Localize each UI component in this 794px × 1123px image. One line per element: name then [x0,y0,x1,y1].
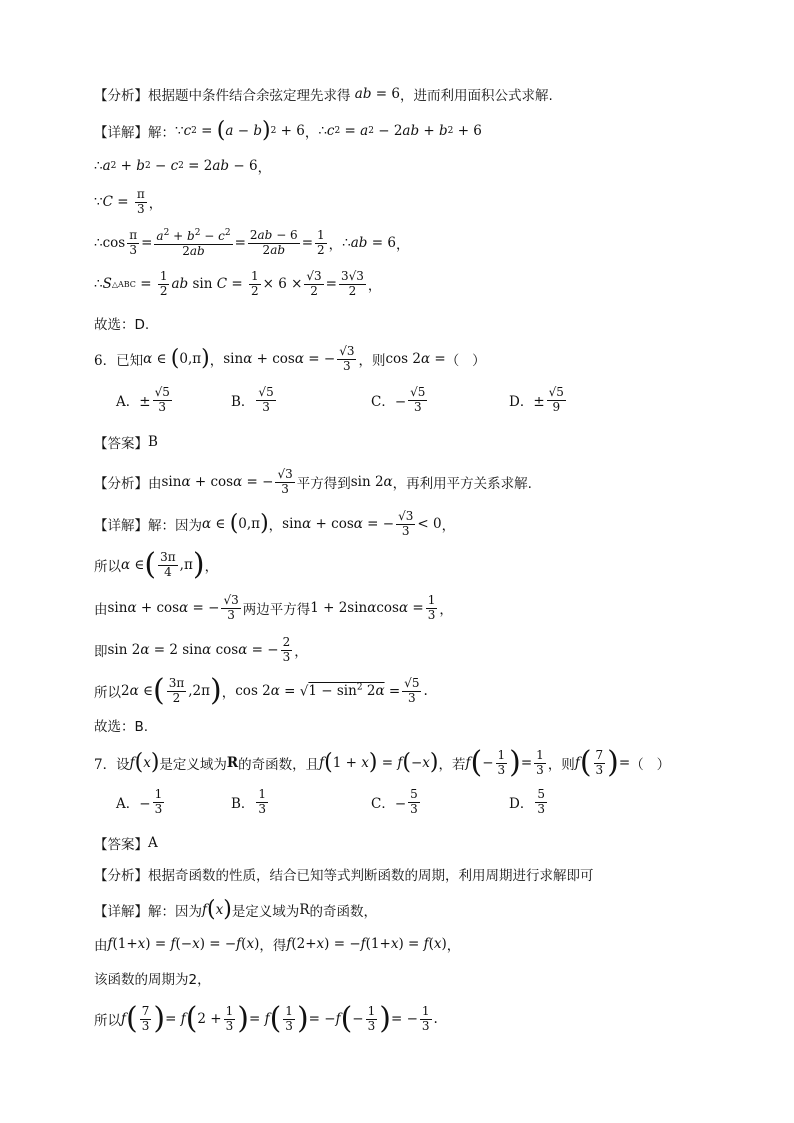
q6-option-a: A．± $\frac{√5}{3}$ [116,385,170,414]
q6-analysis: 【分析】 由 sin α + cos α = − $\frac{√3}{3}$ 平方得到 sin 2 α ，再利用平方关系求解. [94,467,532,496]
q7-detail-line-1: 【详解】 解：因为 f ( x ) 是定义域为 R 的奇函数， [94,897,377,922]
detail-tag: 【详解】 [94,125,148,141]
q7-detail-line-3: 该函数的周期为2， [94,972,211,988]
q6-detail-line-5: 所以 2 α ∈ ( $\frac{3\pi}{2}$ ,2π ) ， cos 2 α = $√1 - \sin^2 2\alpha$ = $\frac{√5}{3}$ . [94,673,428,708]
answer-tag: 【答案】 [94,436,148,452]
q5-detail-line-4: ∴cos $\frac{\pi}{3}$ = $\frac{a^2 + b^2 - c^2}{2ab}$ = $\frac{2ab - 6}{2ab}$ = $\frac{1}{2}$ ， ∴ ab = 6 ， [94,228,410,258]
q7-option-b: B． $\frac{1}{3}$ [231,787,267,816]
analysis-tag: 【分析】 [94,476,148,493]
q7-analysis: 【分析】 根据奇函数的性质，结合已知等式判断函数的周期，利用周期进行求解即可 [94,864,594,884]
q5-detail-line-1: 【详解】 解： ∵ c 2 = ( a − b ) 2 + 6 ， ∴ c 2 = a 2 − 2 ab + b 2 + 6 [94,118,482,143]
q6-conclusion: 故选：B. [94,719,149,735]
detail-tag: 【详解】 [94,904,148,920]
q5-detail-line-3: ∵ C = $\frac{\pi}{3}$ ， [94,187,163,216]
q6-stem: 6． 已知 α ∈ ( 0,π ) ， sin α + cos α = − $\frac{√3}{3}$ ，则 cos 2 α = （ ） [94,344,486,373]
q6-detail-line-4: 即 sin 2 α = 2 sin α cos α = − $\frac{2}{3}$ ， [94,635,308,664]
q6-detail-line-2: 所以 α ∈ ( $\frac{3\pi}{4}$ ,π ) ， [94,547,219,582]
q7-option-d: D． $\frac{5}{3}$ [509,787,545,816]
q7-answer: 【答案】 A [94,835,158,853]
q5-conclusion: 故选：D. [94,317,150,333]
detail-tag: 【详解】 [94,518,148,535]
analysis-tag: 【分析】 [94,88,148,104]
q7-detail-line-4: 所以 f ( $\frac{7}{3}$ ) = f ( 2 + $\frac{1}{3}$ ) = f ( $\frac{1}{3}$ ) = − f ( − $\frac{1}{3}$ ) = − $\frac{1}{3}$ . [94,1001,438,1036]
answer-tag: 【答案】 [94,837,148,853]
q5-analysis: 【分析】 根据题中条件结合余弦定理先求得 ab = 6 ，进而利用面积公式求解. [94,86,553,104]
q7-detail-line-2: 由 f (1+ x ) = f (− x ) = − f ( x ) ，得 f (2+ x ) = − f (1+ x ) = f ( x ) ， [94,936,461,954]
q6-detail-line-1: 【详解】 解：因为 α ∈ ( 0,π ) ， sin α + cos α = − $\frac{√3}{3}$ < 0 ， [94,509,456,538]
q6-option-c: C．− $\frac{√5}{3}$ [371,385,426,414]
q7-option-a: A．− $\frac{1}{3}$ [116,787,163,816]
q6-option-d: D．± $\frac{√5}{9}$ [509,385,564,414]
q5-detail-line-5: ∴ S △ABC = $\frac{1}{2}$ ab sin C = $\frac{1}{2}$ × 6 × $\frac{√3}{2}$ = $\frac{3√3}{2}$ ， [94,269,382,298]
q6-option-b: B． $\frac{√5}{3}$ [231,385,274,414]
q7-option-c: C．− $\frac{5}{3}$ [371,787,418,816]
analysis-tag: 【分析】 [94,868,148,884]
q7-stem: 7． 设 f ( x ) 是定义域为 R 的奇函数，且 f ( 1 + x ) = f ( − x ) ，若 f ( − $\frac{1}{3}$ ) = $\frac{1}{3}$ ，则 f ( $\frac{7}{3}$ ) = （ ） [94,745,671,780]
q6-answer: 【答案】 B [94,434,158,452]
q6-detail-line-3: 由 sin α + cos α = − $\frac{√3}{3}$ 两边平方得 1 + 2sin α cos α = $\frac{1}{3}$ ， [94,593,453,622]
q5-detail-line-2: ∴ a 2 + b 2 − c 2 = 2 ab − 6 ， [94,158,272,176]
